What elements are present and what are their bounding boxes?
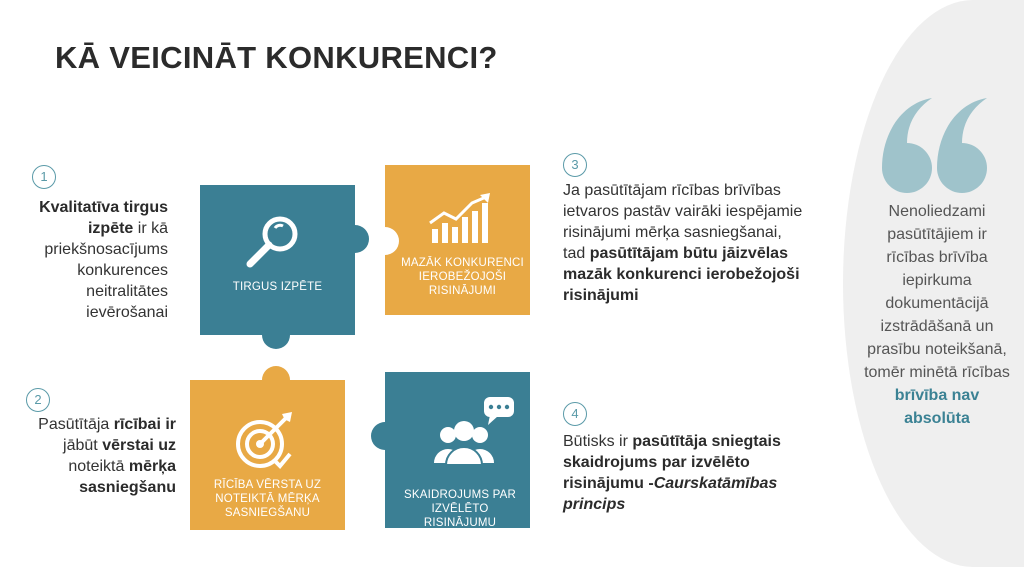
step-2-text — [20, 414, 176, 498]
tile-label-4: SKAIDROJUMS PAR IZVĒLĒTO RISINĀJUMU — [403, 489, 517, 529]
step-1-bold: Kvalitatīva tirgus izpēte — [39, 199, 168, 237]
people-chat-icon — [428, 395, 518, 469]
quote-body: Nenoliedzami pasūtītājiem ir rīcības brīvība iepirkuma dokumentācijā izstrādāšanā un prasību noteikšanā, tomēr minētā rīcības — [864, 203, 1010, 381]
step-2-number: 2 — [26, 388, 50, 412]
step-2-text-c: jābūt — [63, 437, 103, 454]
magnifier-icon — [242, 212, 304, 274]
quote-mark-icon — [872, 88, 992, 198]
target-icon — [232, 410, 296, 474]
step-4-italic: Caurskatāmības princips — [563, 475, 778, 513]
quote-highlight: brīvība nav absolūta — [894, 387, 980, 427]
step-3-text — [563, 180, 808, 306]
tile-label-3: MAZĀK KONKURENCI IEROBEŽOJOŠI RISINĀJUMI — [401, 257, 524, 297]
step-2-text-e: noteiktā — [68, 458, 129, 475]
step-1-number: 1 — [32, 165, 56, 189]
quote-text — [862, 200, 1012, 430]
step-2-text-b: rīcībai ir — [113, 416, 176, 433]
page-title: KĀ VEICINĀT KONKURENCI? — [55, 40, 498, 75]
step-4-text — [563, 431, 808, 515]
step-4-number: 4 — [563, 402, 587, 426]
tile-label-2: RĪCĪBA VĒRSTA UZ NOTEIKTĀ MĒRĶA SASNIEGŠANU — [213, 479, 322, 519]
step-2-text-f: mērķa sasniegšanu — [79, 458, 176, 496]
step-4-rest: Būtisks ir — [563, 433, 633, 450]
growth-chart-icon — [428, 193, 494, 245]
step-3-rest: Ja pasūtītājam rīcības brīvības ietvaros pastāv vairāki iespējamie risinājumi mērķa sasniegšanai, tad — [563, 182, 803, 262]
step-3-bold: pasūtītājam būtu jāizvēlas mazāk konkurenci ierobežojoši risinājumi — [563, 245, 800, 304]
step-1-text — [20, 197, 168, 323]
step-2-text-d: vērstai uz — [102, 437, 176, 454]
step-4-bold: pasūtītāja sniegtais skaidrojums par izvēlēto risinājumu - — [563, 433, 781, 492]
step-1-rest: ir kā priekšnosacījums konkurences neitralitātes ievērošanai — [44, 220, 168, 321]
step-2-text-a: Pasūtītāja — [38, 416, 114, 433]
tile-label-1: TIRGUS IZPĒTE — [232, 281, 323, 293]
step-3-number: 3 — [563, 153, 587, 177]
